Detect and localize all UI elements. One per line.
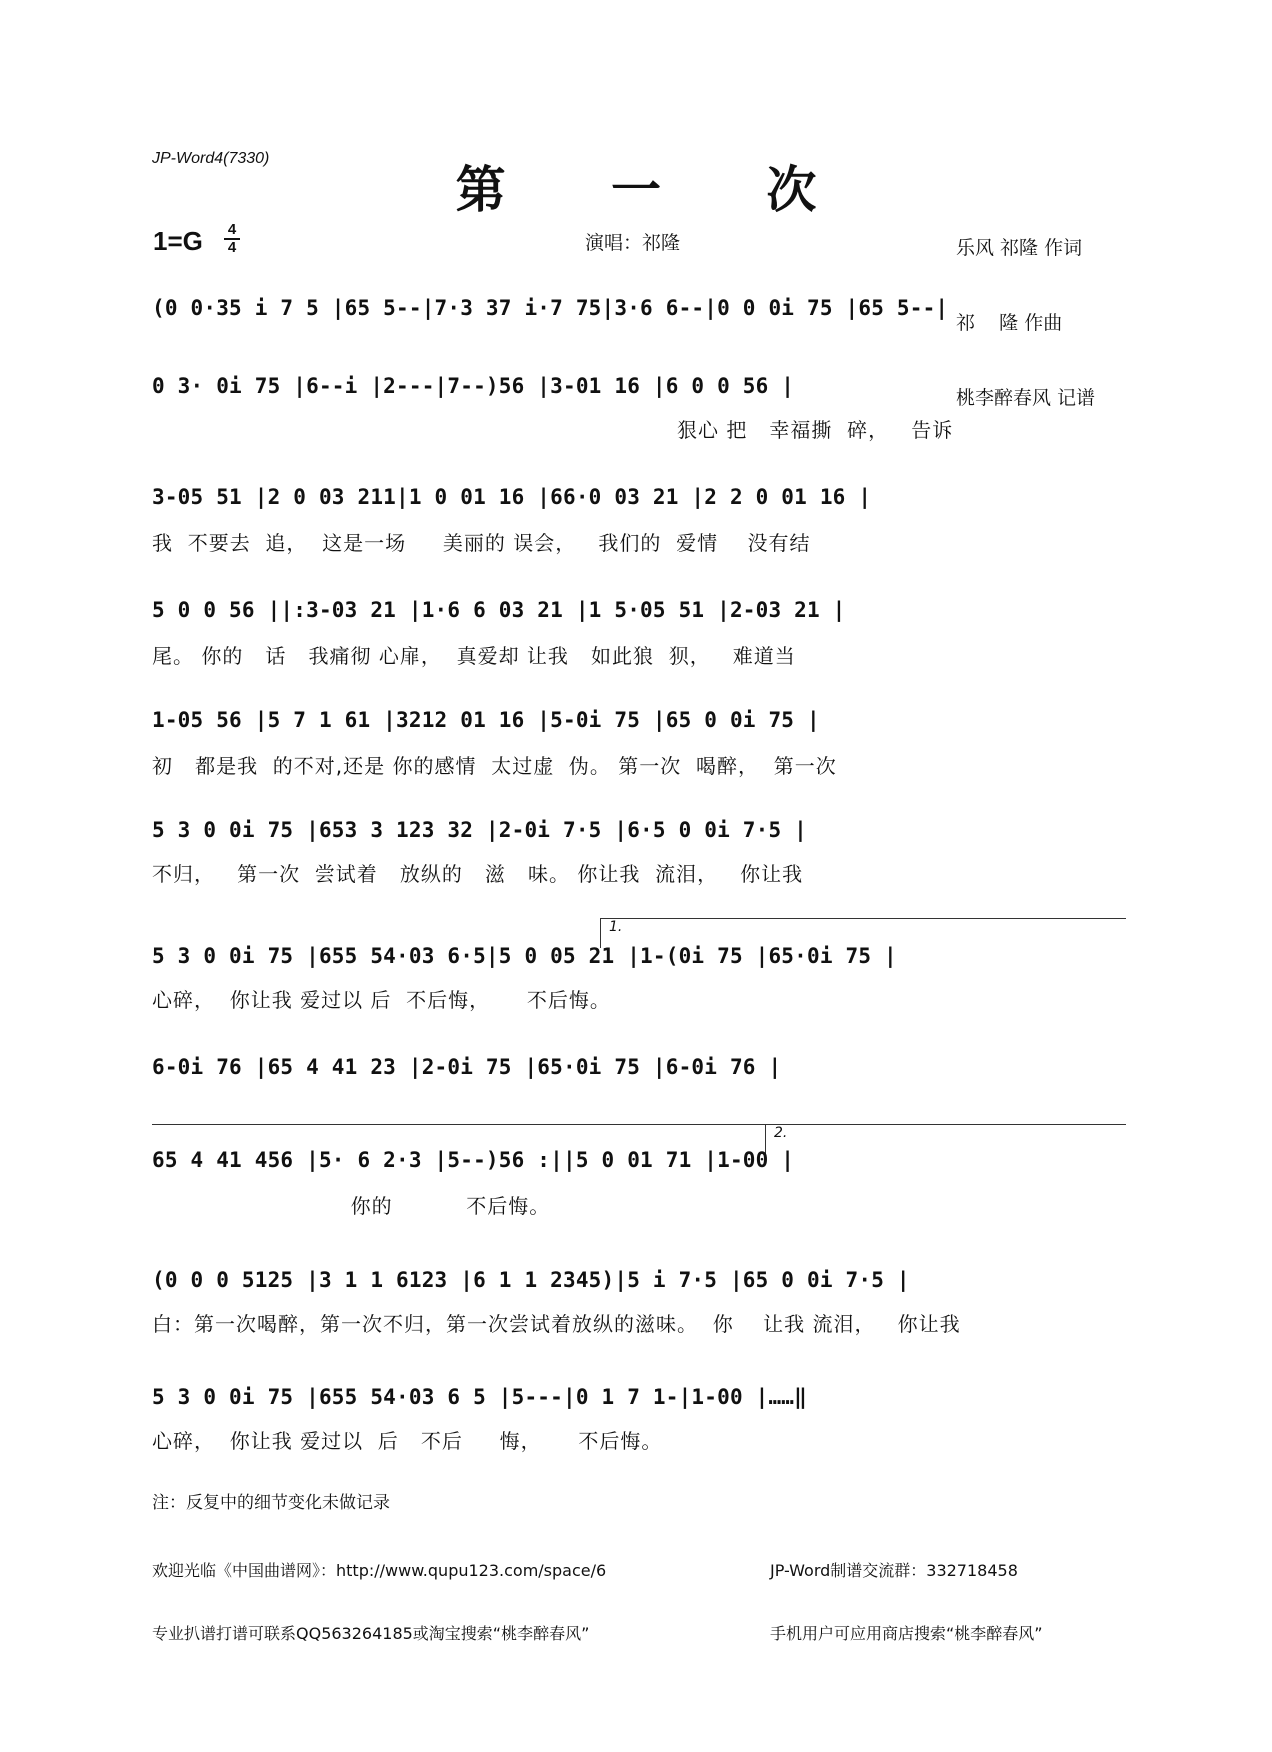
notation-line: (0 0 0 5125 |3 1 1 6123 |6 1 1 2345)|5 i 7·5 |65 0 0i 7·5 | [152,1268,910,1292]
lyric-line: 不归， 第一次 尝试着 放纵的 滋 味。 你让我 流泪， 你让我 [152,862,804,886]
notation-line: 6-0i 76 |65 4 41 23 |2-0i 75 |65·0i 75 |6-0i 76 | [152,1055,782,1079]
footer-right [770,1518,1043,1665]
volta-1: 1. [600,918,1126,948]
time-signature-top: 4 [227,221,237,238]
footer-website-line: 欢迎光临《中国曲谱网》：http://www.qupu123.com/space/6 [152,1561,607,1580]
key-signature: 1=G [153,226,203,256]
transcriber-credit: 桃李醉春风 记谱 [956,387,1096,409]
lyricist-credit: 乐风 祁隆 作词 [956,237,1083,259]
notation-line: 5 3 0 0i 75 |655 54·03 6·5|5 0 05 21 |1-(0i 75 |65·0i 75 | [152,944,897,968]
lyric-line: 心碎， 你让我 爱过以 后 不后 悔， 不后悔。 [152,1429,663,1453]
lyric-line: 白：第一次喝醉，第一次不归，第一次尝试着放纵的滋味。 你 让我 流泪， 你让我 [152,1312,961,1336]
singer-label: 演唱：祁隆 [585,232,681,254]
lyric-line: 尾。 你的 话 我痛彻 心扉， 真爱却 让我 如此狼 狈， 难道当 [152,644,796,668]
footer-left [152,1518,606,1665]
footer-contact-line: 专业扒谱打谱可联系QQ563264185或淘宝搜索“桃李醉春风” [152,1624,590,1643]
lyric-line: 狠心 把 幸福撕 碎， 告诉 [677,418,954,442]
notation-line: 5 3 0 0i 75 |655 54·03 6 5 |5---|0 1 7 1-|1-00 |……‖ [152,1385,807,1409]
software-label: JP-Word4(7330) [152,150,270,167]
notation-line: 1-05 56 |5 7 1 61 |3212 01 16 |5-0i 75 |65 0 0i 75 | [152,708,820,732]
notation-line: (0 0·35 i 7 5 |65 5--|7·3 37 i·7 75|3·6 6--|0 0 0i 75 |65 5--| [152,296,949,320]
notation-line: 5 3 0 0i 75 |653 3 123 32 |2-0i 7·5 |6·5 0 0i 7·5 | [152,818,807,842]
composer-credit: 祁 隆 作曲 [956,312,1063,334]
footer-group-line: JP-Word制谱交流群：332718458 [770,1561,1018,1580]
time-signature [222,222,242,256]
lyric-line: 初 都是我 的不对,还是 你的感情 太过虚 伪。 第一次 喝醉， 第一次 [152,754,837,778]
notation-line: 3-05 51 |2 0 03 211|1 0 01 16 |66·0 03 21 |2 2 0 01 16 | [152,485,872,509]
lyric-line: 你的 不后悔。 [152,1194,551,1218]
notation-line: 0 3· 0i 75 |6--i |2---|7--)56 |3-01 16 |6 0 0 56 | [152,374,795,398]
lyric-line: 我 不要去 追， 这是一场 美丽的 误会， 我们的 爱情 没有结 [152,531,811,555]
notation-line: 65 4 41 456 |5· 6 2·3 |5--)56 :||5 0 01 71 |1-00 | [152,1148,795,1172]
volta-2: 2. [765,1124,1126,1154]
footer-app-line: 手机用户可应用商店搜索“桃李醉春风” [770,1624,1043,1643]
lyric-line: 心碎， 你让我 爱过以 后 不后悔， 不后悔。 [152,988,611,1012]
time-signature-bottom: 4 [227,239,237,256]
song-title: 第 一 次 [455,160,861,219]
notation-line: 5 0 0 56 ||:3-03 21 |1·6 6 03 21 |1 5·05 51 |2-03 21 | [152,598,846,622]
transcription-note: 注：反复中的细节变化未做记录 [152,1493,390,1513]
